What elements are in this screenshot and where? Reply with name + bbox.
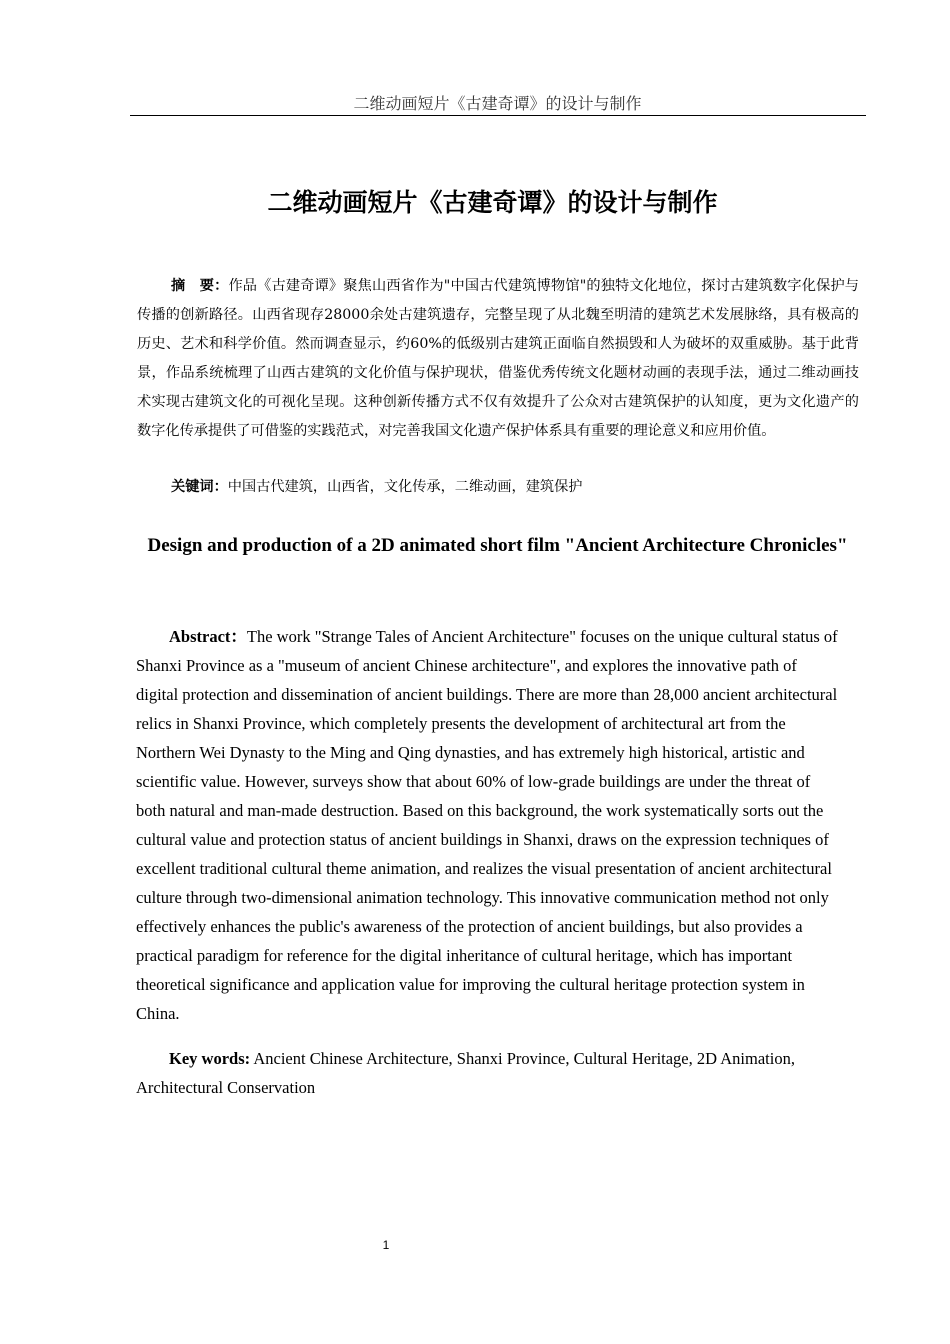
english-abstract-text: The work "Strange Tales of Ancient Architecture" focuses on the unique cultural status of Shanxi Province as a "museum of ancient Chinese architecture", and explores the innovative path of digital protection and dissemination of ancient buildings. There are more than 28,000 ancient architectural relics in Shanxi Province, which completely presents the development of architectural art from the Northern Wei Dynasty to the Ming and Qing dynasties, and has extremely high historical, artistic and scientific value. However, surveys show that about 60% of low-grade buildings are under the threat of both natural and man-made destruction. Based on this background, the work systematically sorts out the cultural value and protection status of ancient buildings in Shanxi, draws on the expression techniques of excellent traditional cultural theme animation, and realizes the visual presentation of ancient architectural culture through two-dimensional animation technology. This innovative communication method not only effectively enhances the public's awareness of the protection of ancient buildings, but also provides a practical paradigm for reference for the digital inheritance of cultural heritage, which has important theoretical significance and application value for improving the cultural heritage protection system in China. bbox=[136, 627, 838, 1023]
chinese-keywords-text: 中国古代建筑，山西省，文化传承，二维动画，建筑保护 bbox=[227, 479, 583, 495]
chinese-keywords bbox=[137, 474, 859, 500]
chinese-abstract bbox=[137, 272, 859, 446]
english-title: Design and production of a 2D animated short film "Ancient Architecture Chronicles" bbox=[147, 535, 848, 556]
english-keywords bbox=[136, 1044, 836, 1102]
chinese-title: 二维动画短片《古建奇谭》的设计与制作 bbox=[267, 188, 718, 217]
english-keywords-text: Ancient Chinese Architecture, Shanxi Province, Cultural Heritage, 2D Animation, Architectural Conservation bbox=[136, 1049, 795, 1097]
chinese-abstract-label: 摘 要： bbox=[171, 278, 229, 294]
running-header: 二维动画短片《古建奇谭》的设计与制作 bbox=[353, 94, 642, 113]
english-keywords-label: Key words: bbox=[169, 1049, 251, 1068]
english-abstract-label: Abstract： bbox=[169, 627, 247, 646]
chinese-keywords-label: 关键词： bbox=[171, 479, 228, 495]
page-number: 1 bbox=[382, 1238, 390, 1252]
english-abstract bbox=[136, 622, 841, 1028]
chinese-abstract-text: 作品《古建奇谭》聚焦山西省作为"中国古代建筑博物馆"的独特文化地位，探讨古建筑数字化保护与传播的创新路径。山西省现存28000余处古建筑遗存，完整呈现了从北魏至明清的建筑艺术发展脉络，具有极高的历史、艺术和科学价值。然而调查显示，约60%的低级别古建筑正面临自然损毁和人为破坏的双重威胁。基于此背景，作品系统梳理了山西古建筑的文化价值与保护现状，借鉴优秀传统文化题材动画的表现手法，通过二维动画技术实现古建筑文化的可视化呈现。这种创新传播方式不仅有效提升了公众对古建筑保护的认知度，更为文化遗产的数字化传承提供了可借鉴的实践范式，对完善我国文化遗产保护体系具有重要的理论意义和应用价值。 bbox=[137, 278, 859, 439]
header-divider bbox=[130, 115, 866, 116]
